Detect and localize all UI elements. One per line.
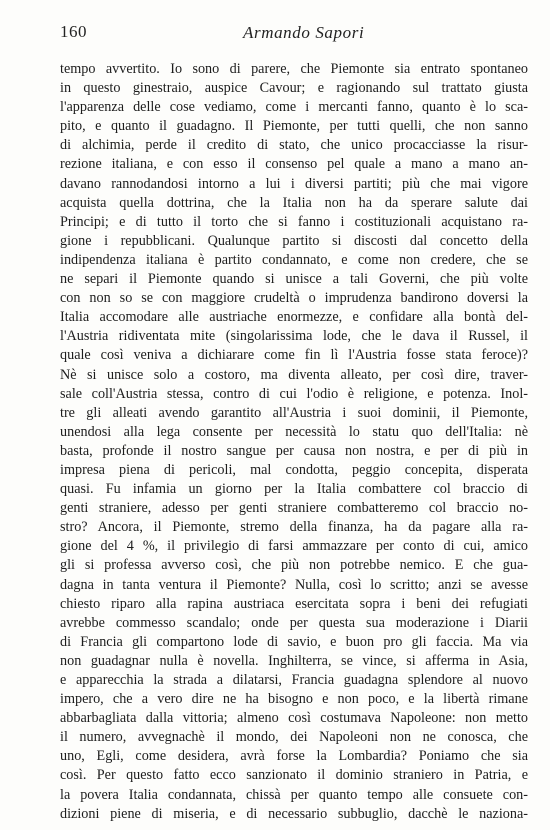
text-line: genti straniere, adesso per genti straniere combatteremo col braccio no-: [60, 500, 528, 517]
page-number: 160: [60, 22, 87, 41]
text-line: davano rannodandosi intorno a lui i diversi partiti; più che mai vigore: [60, 175, 528, 192]
text-line: gli si professa avverso così, che più non potrebbe nemico. E che gua-: [60, 557, 528, 574]
text-line: avrebbe commesso scandalo; onde per questa sua moderazione i Diarii: [60, 614, 528, 631]
text-line: in questo ginestraio, auspice Cavour; e ragionando sul trattato giusta: [60, 80, 528, 97]
text-line: dizioni piene di miseria, e di necessario subbuglio, dacchè le naziona-: [60, 805, 528, 822]
text-line: impresa piena di pericoli, mal condotta, peggio concepita, disperata: [60, 461, 528, 478]
text-line: gione del 4 %, il privilegio di farsi ammazzare per conto di cui, amico: [60, 538, 528, 555]
text-line: tre gli alleati avendo garantito all'Austria i suoi dominii, il Piemonte,: [60, 404, 528, 421]
text-line: di alchimia, perde il credito di stato, che unico procacciasse la risur-: [60, 137, 528, 154]
text-line: sale coll'Austria stessa, contro di cui l'odio è religione, e potenza. Inol-: [60, 385, 528, 402]
text-line: rezione italiana, e con esso il consenso pel quale a mano a mano an-: [60, 156, 528, 173]
text-line: uno, Egli, come desidera, avrà forse la Lombardia? Poniamo che sia: [60, 748, 528, 765]
text-line: l'Austria ridiventata mite (singolarissima lode, che le dava il Russel, il: [60, 328, 528, 345]
text-line: impero, che a vero dire ne ha bisogno e non poco, e la libertà rimane: [60, 691, 528, 708]
text-line: ne separi il Piemonte quando si unisce a tali Governi, che più volte: [60, 271, 528, 288]
text-line: la povera Italia condannata, chissà per quanto tempo alle consuete con-: [60, 786, 528, 803]
text-line: Italia accomodare alle austriache enormezze, e confidare alla bontà del-: [60, 309, 528, 326]
body-text: [60, 60, 528, 824]
text-line: basta, profonde il nostro sangue per causa non nostra, e per di più in: [60, 442, 528, 459]
text-line: di Francia gli compartono lode di savio, e buon pro gli faccia. Ma via: [60, 633, 528, 650]
text-line: pito, e quanto il guadagno. Il Piemonte, per tutti quelli, che non sanno: [60, 118, 528, 135]
text-line: Principi; e di tutto il torto che si fanno i costituzionali acquistano ra-: [60, 213, 528, 230]
text-line: abbarbagliata dalla vittoria; almeno così costumava Napoleone: non metto: [60, 710, 528, 727]
text-line: tempo avvertito. Io sono di parere, che Piemonte sia entrato spontaneo: [60, 61, 528, 77]
text-line: non guadagnar nulla è novella. Inghilterra, se vince, si afferma in Asia,: [60, 652, 528, 669]
text-line: quale così veniva a dichiarare come fin lì l'Austria fosse stata feroce)?: [60, 347, 528, 364]
running-head: Armando Sapori: [243, 23, 365, 42]
text-line: stro? Ancora, il Piemonte, stremo della finanza, ha da pagare alla ra-: [60, 519, 528, 536]
text-line: il numero, avvegnachè il mondo, dei Napoleoni non ne conosca, che: [60, 729, 528, 746]
text-line: l'apparenza delle cose vediamo, come i mercanti fanno, quanto è lo sca-: [60, 99, 528, 116]
page-header: [60, 22, 516, 46]
text-line: gione i repubblicani. Qualunque partito si discosti dal concetto della: [60, 232, 528, 249]
text-line: unendosi alla lega consente per necessità lo statu quo dell'Italia: nè: [60, 423, 528, 440]
text-line: così. Per questo fatto ecco sanzionato il dominio straniero in Patria, e: [60, 767, 528, 784]
text-line: e apparecchia la strada a dilatarsi, Francia guadagna splendore al nuovo: [60, 672, 528, 688]
text-line: Nè si unisce solo a costoro, ma diventa alleato, per così dire, traver-: [60, 366, 528, 383]
text-line: quasi. Fu infamia un giorno per la Italia combattere col braccio di: [60, 481, 528, 498]
text-line: indipendenza italiana è partito condannato, e come non credere, che se: [60, 251, 528, 268]
text-line: con non so se con maggiore crudeltà o imprudenza bandirono doversi la: [60, 290, 528, 307]
text-line: dagna in tanta ventura il Piemonte? Nulla, così lo scritto; anzi se avesse: [60, 576, 528, 593]
text-line: acquista quella dottrina, che la Italia non ha da sperare salute dai: [60, 194, 528, 211]
text-line: chiesto riparo alla rapina austriaca esercitata sopra i beni dei refugiati: [60, 595, 528, 612]
